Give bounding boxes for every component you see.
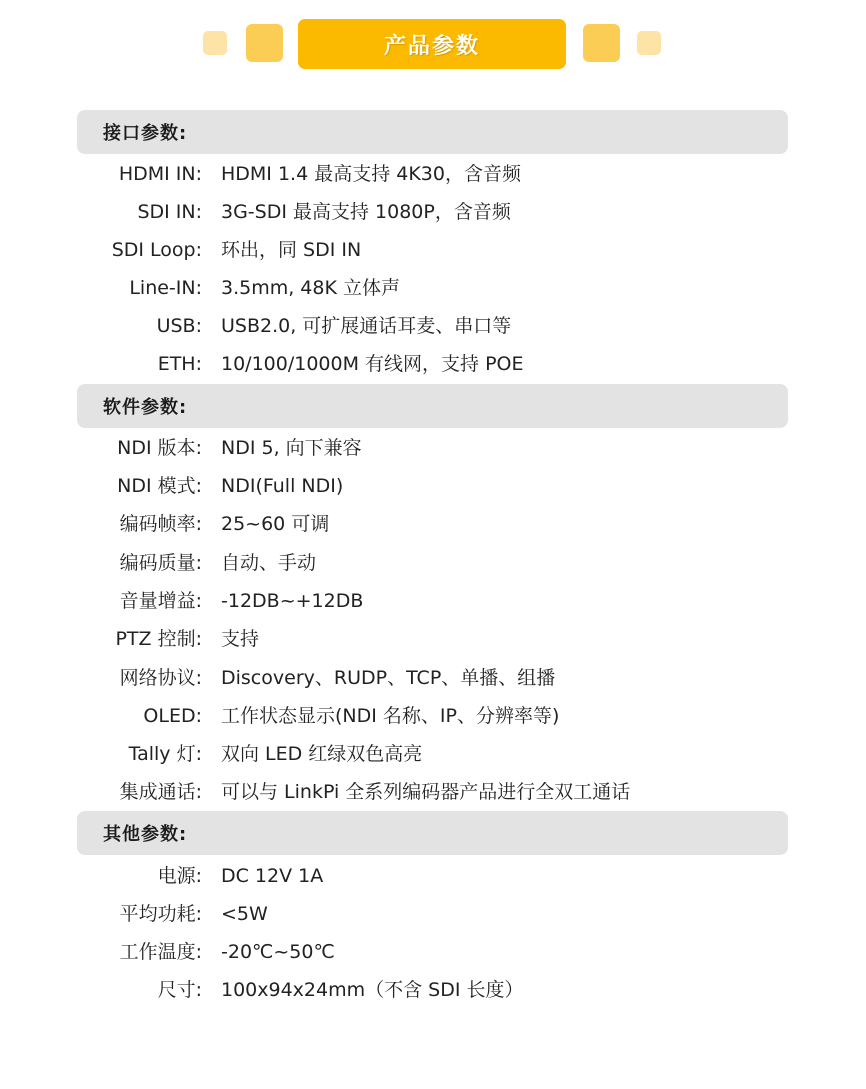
spec-row <box>0 582 866 620</box>
spec-row <box>0 773 866 811</box>
spec-value: NDI(Full NDI) <box>221 475 344 497</box>
spec-value: 环出，同 SDI IN <box>221 239 362 261</box>
spec-key: ETH: <box>157 353 202 375</box>
spec-key: NDI 模式: <box>117 475 202 497</box>
section-title: 软件参数: <box>103 397 188 418</box>
spec-value: NDI 5, 向下兼容 <box>221 437 362 459</box>
spec-key: 编码质量: <box>119 552 202 574</box>
spec-value: 双向 LED 红绿双色高亮 <box>221 743 423 765</box>
spec-row <box>0 659 866 697</box>
spec-value: 3G-SDI 最高支持 1080P，含音频 <box>221 201 511 223</box>
spec-key: NDI 版本: <box>117 437 202 459</box>
spec-key: SDI IN: <box>137 201 202 223</box>
spec-key: HDMI IN: <box>118 163 202 185</box>
page-header <box>0 0 866 90</box>
spec-key: Tally 灯: <box>128 743 202 765</box>
spec-key: PTZ 控制: <box>115 628 202 650</box>
spec-row <box>0 620 866 658</box>
section-title: 其他参数: <box>103 824 188 845</box>
spec-row <box>0 429 866 467</box>
spec-key: 网络协议: <box>119 667 202 689</box>
spec-value: 支持 <box>221 628 260 650</box>
spec-row <box>0 697 866 735</box>
spec-key: 音量增益: <box>119 590 202 612</box>
spec-key: 尺寸: <box>157 979 202 1001</box>
spec-value: 可以与 LinkPi 全系列编码器产品进行全双工通话 <box>221 781 631 803</box>
spec-key: 平均功耗: <box>119 903 202 925</box>
spec-key: Line-IN: <box>129 277 202 299</box>
spec-value: DC 12V 1A <box>221 865 324 887</box>
spec-row <box>0 895 866 933</box>
spec-row <box>0 735 866 773</box>
spec-row <box>0 345 866 383</box>
page-title: 产品参数 <box>383 33 480 59</box>
spec-value: 自动、手动 <box>221 552 317 574</box>
decorative-square <box>203 31 227 55</box>
decorative-square <box>246 24 283 62</box>
spec-key: SDI Loop: <box>111 239 202 261</box>
spec-value: 100x94x24mm（不含 SDI 长度） <box>221 979 524 1001</box>
spec-row <box>0 544 866 582</box>
spec-row <box>0 857 866 895</box>
spec-row <box>0 505 866 543</box>
spec-value: Discovery、RUDP、TCP、单播、组播 <box>221 667 556 689</box>
spec-row <box>0 933 866 971</box>
spec-key: 电源: <box>157 865 202 887</box>
page-title-banner <box>298 19 566 69</box>
spec-row <box>0 307 866 345</box>
spec-key: USB: <box>156 315 202 337</box>
spec-value: 工作状态显示(NDI 名称、IP、分辨率等) <box>221 705 560 727</box>
spec-value: -12DB~+12DB <box>221 590 364 612</box>
spec-value: 10/100/1000M 有线网，支持 POE <box>221 353 524 375</box>
section-title: 接口参数: <box>103 123 188 144</box>
section-header-other <box>77 811 788 855</box>
spec-row <box>0 193 866 231</box>
decorative-square <box>583 24 620 62</box>
section-header-software <box>77 384 788 428</box>
spec-key: OLED: <box>143 705 202 727</box>
spec-value: 3.5mm, 48K 立体声 <box>221 277 400 299</box>
spec-value: USB2.0, 可扩展通话耳麦、串口等 <box>221 315 512 337</box>
spec-row <box>0 467 866 505</box>
spec-row <box>0 231 866 269</box>
spec-value: <5W <box>221 903 268 925</box>
spec-value: HDMI 1.4 最高支持 4K30，含音频 <box>221 163 521 185</box>
spec-row <box>0 269 866 307</box>
decorative-square <box>637 31 661 55</box>
spec-row <box>0 155 866 193</box>
section-header-interface <box>77 110 788 154</box>
spec-key: 编码帧率: <box>119 513 202 535</box>
spec-value: -20℃~50℃ <box>221 941 335 963</box>
spec-key: 工作温度: <box>119 941 202 963</box>
spec-key: 集成通话: <box>119 781 202 803</box>
spec-row <box>0 971 866 1009</box>
spec-value: 25~60 可调 <box>221 513 330 535</box>
